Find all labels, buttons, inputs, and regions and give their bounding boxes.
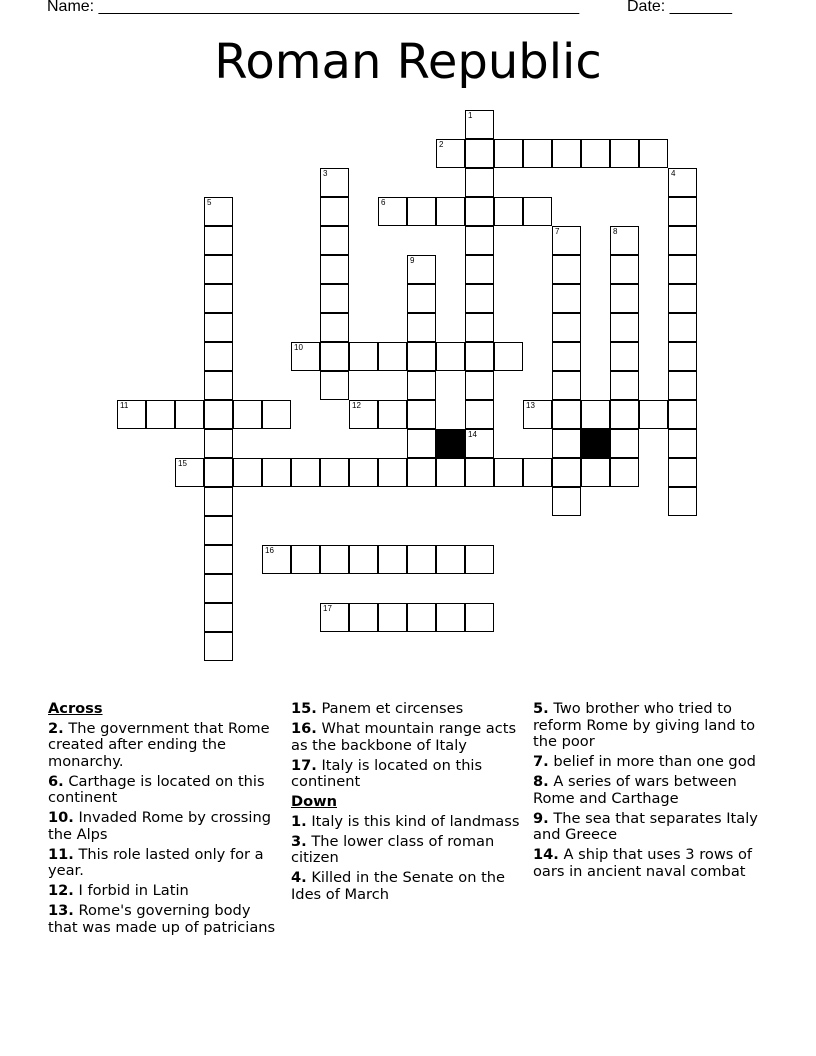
down-heading: Down [291, 793, 338, 810]
crossword-cell[interactable] [378, 545, 407, 574]
crossword-cell[interactable] [610, 371, 639, 400]
crossword-cell[interactable] [204, 458, 233, 487]
crossword-cell[interactable] [523, 197, 552, 226]
clues-column-1 [48, 701, 284, 940]
clue-across-10: 10. Invaded Rome by crossing the Alps [48, 809, 271, 843]
clues-column-3 [533, 701, 769, 884]
page-title: Roman Republic [214, 34, 602, 90]
clue-down-7: 7. belief in more than one god [533, 753, 756, 770]
crossword-cell[interactable] [581, 139, 610, 168]
clue-across-16: 16. What mountain range acts as the backbone of Italy [291, 720, 517, 754]
crossword-cell[interactable] [465, 313, 494, 342]
crossword-cell[interactable] [320, 603, 349, 632]
clue-down-4: 4. Killed in the Senate on the Ides of March [291, 869, 506, 903]
clue-number: 17 [323, 604, 332, 613]
crossword-cell[interactable] [668, 313, 697, 342]
crossword-cell[interactable] [204, 574, 233, 603]
crossword-cell[interactable] [407, 197, 436, 226]
crossword-cell[interactable] [436, 545, 465, 574]
crossword-cell[interactable] [494, 197, 523, 226]
crossword-cell[interactable] [494, 139, 523, 168]
crossword-cell[interactable] [320, 545, 349, 574]
crossword-cell[interactable] [378, 400, 407, 429]
crossword-cell[interactable] [465, 400, 494, 429]
crossword-cell[interactable] [407, 603, 436, 632]
crossword-cell[interactable] [407, 342, 436, 371]
crossword-cell[interactable] [146, 400, 175, 429]
crossword-cell[interactable] [610, 255, 639, 284]
clue-number: 15 [178, 459, 187, 468]
crossword-cell[interactable] [262, 545, 291, 574]
crossword-cell[interactable] [639, 400, 668, 429]
crossword-cell[interactable] [291, 458, 320, 487]
crossword-cell[interactable] [262, 400, 291, 429]
crossword-cell[interactable] [407, 545, 436, 574]
crossword-cell[interactable] [204, 371, 233, 400]
clue-across-2: 2. The government that Rome created after ending the monarchy. [48, 719, 270, 770]
crossword-cell[interactable] [320, 342, 349, 371]
crossword-cell[interactable] [668, 371, 697, 400]
across-heading: Across [48, 700, 103, 717]
crossword-cell[interactable] [407, 313, 436, 342]
crossword-cell[interactable] [320, 371, 349, 400]
clue-down-9: 9. The sea that separates Italy and Greece [533, 809, 758, 843]
crossword-cell[interactable] [668, 487, 697, 516]
clue-number: 12 [352, 401, 361, 410]
clue-number: 10 [294, 343, 303, 352]
crossword-cell[interactable] [639, 139, 668, 168]
crossword-cell[interactable] [610, 226, 639, 255]
name-field[interactable]: Name: ______________________________________________________ [47, 0, 580, 15]
crossword-cell[interactable] [320, 313, 349, 342]
clue-number: 9 [410, 256, 415, 265]
crossword-cell[interactable] [610, 313, 639, 342]
crossword-cell[interactable] [233, 400, 262, 429]
crossword-cell[interactable] [320, 226, 349, 255]
clue-number: 4 [671, 169, 676, 178]
clue-number: 13 [526, 401, 535, 410]
crossword-cell[interactable] [204, 255, 233, 284]
clue-number: 5 [207, 198, 212, 207]
crossword-cell[interactable] [552, 487, 581, 516]
clues-column-2 [291, 701, 527, 907]
crossword-cell[interactable] [465, 545, 494, 574]
crossword-cell[interactable] [465, 197, 494, 226]
crossword-cell[interactable] [233, 458, 262, 487]
crossword-cell[interactable] [668, 429, 697, 458]
crossword-cell[interactable] [349, 603, 378, 632]
crossword-cell[interactable] [204, 487, 233, 516]
clue-across-15: 15. Panem et circenses [291, 700, 464, 717]
crossword-cell[interactable] [465, 110, 494, 139]
crossword-cell[interactable] [320, 168, 349, 197]
crossword-cell[interactable] [668, 342, 697, 371]
clue-down-1: 1. Italy is this kind of landmass [291, 812, 520, 830]
crossword-cell[interactable] [378, 458, 407, 487]
clue-number: 1 [468, 111, 473, 120]
clue-across-17: 17. Italy is located on this continent [291, 756, 483, 790]
crossword-cell[interactable] [581, 458, 610, 487]
crossword-cell[interactable] [349, 342, 378, 371]
crossword-cell[interactable] [204, 545, 233, 574]
crossword-cell[interactable] [523, 400, 552, 429]
crossword-cell[interactable] [407, 284, 436, 313]
clue-number: 11 [120, 401, 129, 410]
black-square [581, 429, 610, 458]
crossword-cell[interactable] [610, 400, 639, 429]
clue-number: 8 [613, 227, 618, 236]
crossword-cell[interactable] [552, 226, 581, 255]
crossword-cell[interactable] [204, 197, 233, 226]
crossword-cell[interactable] [117, 400, 146, 429]
clue-down-3: 3. The lower class of roman citizen [291, 832, 495, 866]
crossword-cell[interactable] [610, 458, 639, 487]
crossword-cell[interactable] [204, 313, 233, 342]
clue-number: 16 [265, 546, 274, 555]
crossword-cell[interactable] [204, 603, 233, 632]
crossword-cell[interactable] [436, 458, 465, 487]
crossword-cell[interactable] [494, 458, 523, 487]
crossword-cell[interactable] [204, 632, 233, 661]
crossword-cell[interactable] [610, 139, 639, 168]
crossword-cell[interactable] [175, 400, 204, 429]
clue-number: 6 [381, 198, 386, 207]
crossword-cell[interactable] [552, 371, 581, 400]
crossword-cell[interactable] [494, 342, 523, 371]
date-field[interactable]: Date: _______ [627, 0, 732, 15]
crossword-cell[interactable] [668, 284, 697, 313]
crossword-cell[interactable] [465, 168, 494, 197]
crossword-cell[interactable] [668, 168, 697, 197]
clue-down-8: 8. A series of wars between Rome and Carthage [533, 773, 737, 807]
clue-number: 2 [439, 140, 444, 149]
clue-across-11: 11. This role lasted only for a year. [48, 845, 264, 879]
crossword-cell[interactable] [552, 342, 581, 371]
crossword-cell[interactable] [320, 284, 349, 313]
crossword-cell[interactable] [204, 342, 233, 371]
crossword-cell[interactable] [668, 255, 697, 284]
crossword-cell[interactable] [465, 139, 494, 168]
crossword-cell[interactable] [610, 342, 639, 371]
crossword-cell[interactable] [407, 429, 436, 458]
crossword-cell[interactable] [523, 458, 552, 487]
crossword-cell[interactable] [610, 284, 639, 313]
crossword-cell[interactable] [523, 139, 552, 168]
crossword-cell[interactable] [204, 226, 233, 255]
crossword-cell[interactable] [465, 342, 494, 371]
crossword-cell[interactable] [552, 255, 581, 284]
crossword-cell[interactable] [552, 429, 581, 458]
crossword-cell[interactable] [320, 255, 349, 284]
clue-number: 3 [323, 169, 328, 178]
crossword-cell[interactable] [407, 371, 436, 400]
crossword-cell[interactable] [465, 371, 494, 400]
crossword-cell[interactable] [465, 255, 494, 284]
crossword-cell[interactable] [552, 313, 581, 342]
crossword-cell[interactable] [465, 458, 494, 487]
crossword-cell[interactable] [552, 400, 581, 429]
crossword-cell[interactable] [320, 197, 349, 226]
crossword-cell[interactable] [436, 197, 465, 226]
clue-across-13: 13. Rome's governing body that was made up of patricians [48, 902, 276, 936]
crossword-cell[interactable] [610, 429, 639, 458]
clue-down-14: 14. A ship that uses 3 rows of oars in ancient naval combat [533, 846, 753, 880]
crossword-cell[interactable] [552, 284, 581, 313]
crossword-cell[interactable] [204, 284, 233, 313]
crossword-cell[interactable] [291, 545, 320, 574]
crossword-cell[interactable] [465, 226, 494, 255]
crossword-cell[interactable] [407, 255, 436, 284]
crossword-cell[interactable] [378, 342, 407, 371]
crossword-cell[interactable] [436, 603, 465, 632]
crossword-cell[interactable] [320, 458, 349, 487]
crossword-cell[interactable] [465, 284, 494, 313]
black-square [436, 429, 465, 458]
crossword-cell[interactable] [204, 429, 233, 458]
clue-number: 7 [555, 227, 560, 236]
crossword-cell[interactable] [668, 226, 697, 255]
crossword-cell[interactable] [204, 516, 233, 545]
crossword-cell[interactable] [436, 139, 465, 168]
crossword-cell[interactable] [349, 400, 378, 429]
crossword-cell[interactable] [436, 342, 465, 371]
crossword-cell[interactable] [407, 458, 436, 487]
crossword-cell[interactable] [378, 197, 407, 226]
crossword-cell[interactable] [668, 197, 697, 226]
crossword-cell[interactable] [465, 429, 494, 458]
crossword-cell[interactable] [552, 458, 581, 487]
crossword-cell[interactable] [262, 458, 291, 487]
crossword-cell[interactable] [291, 342, 320, 371]
crossword-cell[interactable] [204, 400, 233, 429]
crossword-cell[interactable] [465, 603, 494, 632]
crossword-cell[interactable] [552, 139, 581, 168]
crossword-cell[interactable] [668, 458, 697, 487]
crossword-cell[interactable] [175, 458, 204, 487]
clue-across-6: 6. Carthage is located on this continent [48, 772, 265, 806]
crossword-cell[interactable] [581, 400, 610, 429]
crossword-cell[interactable] [407, 400, 436, 429]
clue-number: 14 [468, 430, 477, 439]
crossword-cell[interactable] [349, 458, 378, 487]
crossword-cell[interactable] [349, 545, 378, 574]
crossword-cell[interactable] [668, 400, 697, 429]
clue-down-5: 5. Two brother who tried to reform Rome by giving land to the poor [533, 700, 756, 750]
crossword-cell[interactable] [378, 603, 407, 632]
clue-across-12: 12. I forbid in Latin [48, 882, 189, 899]
